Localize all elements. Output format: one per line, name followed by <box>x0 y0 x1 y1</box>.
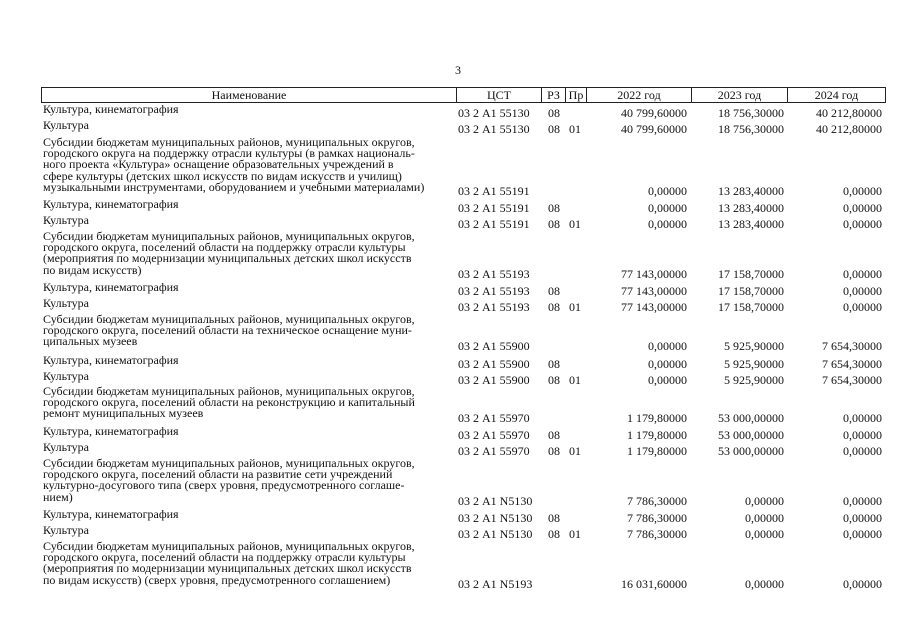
row-value-2024: 0,00000 <box>843 283 882 298</box>
row-rz: 08 <box>548 372 560 387</box>
row-pr: 01 <box>569 526 581 541</box>
row-rz: 08 <box>548 200 560 215</box>
row-value-2022: 0,00000 <box>648 183 687 198</box>
row-value-2023: 0,00000 <box>745 576 784 591</box>
row-name: Культура <box>43 369 89 383</box>
row-name: Субсидии бюджетам муниципальных районов, муниципальных округов, городского округа, поселений области на техническое оснащение муни- ципальных музеев <box>43 312 415 349</box>
row-cst: 03 2 А1 55130 <box>458 121 530 136</box>
table-row <box>0 282 903 297</box>
row-value-2023: 17 158,70000 <box>718 283 784 298</box>
row-cst: 03 2 А1 55191 <box>458 216 530 231</box>
row-rz: 08 <box>548 510 560 525</box>
row-cst: 03 2 А1 55193 <box>458 299 530 314</box>
row-value-2024: 0,00000 <box>843 266 882 281</box>
row-value-2022: 0,00000 <box>648 338 687 353</box>
row-value-2024: 0,00000 <box>843 576 882 591</box>
row-rz: 08 <box>548 105 560 120</box>
table-row <box>0 458 903 507</box>
row-value-2023: 13 283,40000 <box>718 200 784 215</box>
row-value-2022: 0,00000 <box>648 356 687 371</box>
table-row <box>0 104 903 119</box>
row-rz: 08 <box>548 526 560 541</box>
row-value-2022: 7 786,30000 <box>627 493 687 508</box>
row-rz: 08 <box>548 283 560 298</box>
row-rz: 08 <box>548 427 560 442</box>
row-value-2024: 0,00000 <box>843 510 882 525</box>
row-pr: 01 <box>569 299 581 314</box>
table-row <box>0 355 903 370</box>
row-cst: 03 2 А1 55900 <box>458 372 530 387</box>
row-value-2023: 18 756,30000 <box>718 121 784 136</box>
row-value-2022: 77 143,00000 <box>621 266 687 281</box>
row-name: Культура <box>43 523 89 537</box>
row-rz: 08 <box>548 216 560 231</box>
header-pr: Пр <box>565 87 587 103</box>
row-rz: 08 <box>548 356 560 371</box>
row-value-2024: 0,00000 <box>843 427 882 442</box>
table-row <box>0 509 903 524</box>
table-row <box>0 199 903 214</box>
row-value-2024: 40 212,80000 <box>816 105 882 120</box>
row-name: Субсидии бюджетам муниципальных районов, муниципальных округов, городского округа, поселений области на развитие сети учреждений культурно-досугового типа (сверх уровня, предусмотренного соглаше- нием) <box>43 456 415 504</box>
row-value-2023: 18 756,30000 <box>718 105 784 120</box>
table-row <box>0 215 903 230</box>
row-value-2024: 0,00000 <box>843 493 882 508</box>
row-value-2023: 53 000,00000 <box>718 443 784 458</box>
row-name: Культура, кинематография <box>43 424 179 438</box>
row-value-2022: 40 799,60000 <box>621 121 687 136</box>
header-rz: РЗ <box>541 87 566 103</box>
row-cst: 03 2 А1 55193 <box>458 266 530 281</box>
table-row <box>0 525 903 540</box>
row-value-2023: 53 000,00000 <box>718 427 784 442</box>
row-cst: 03 2 А1 55970 <box>458 410 530 425</box>
row-rz: 08 <box>548 443 560 458</box>
row-value-2023: 17 158,70000 <box>718 266 784 281</box>
row-name: Культура <box>43 440 89 454</box>
header-cst: ЦСТ <box>456 87 542 103</box>
row-name: Субсидии бюджетам муниципальных районов, муниципальных округов, городского округа на поддержку отрасли культуры (в рамках националь- ного проекта «Культура» оснащение образовательных учреждений в сфере культуры (детских школ искусств по видам искусств и училищ) музыкальными инструментами, оборудованием и учебными материалами) <box>43 135 425 194</box>
row-name: Культура, кинематография <box>43 353 179 367</box>
row-cst: 03 2 А1 55970 <box>458 427 530 442</box>
row-rz: 08 <box>548 121 560 136</box>
row-value-2023: 0,00000 <box>745 493 784 508</box>
table-header <box>41 87 886 103</box>
row-cst: 03 2 А1 55191 <box>458 183 530 198</box>
row-cst: 03 2 А1 N5193 <box>458 576 533 591</box>
row-name: Субсидии бюджетам муниципальных районов, муниципальных округов, городского округа, поселений области на реконструкцию и капитальный ремонт муниципальных музеев <box>43 384 415 421</box>
row-value-2024: 0,00000 <box>843 183 882 198</box>
row-name: Культура, кинематография <box>43 102 179 116</box>
row-value-2024: 0,00000 <box>843 216 882 231</box>
row-value-2023: 53 000,00000 <box>718 410 784 425</box>
row-name: Культура <box>43 118 89 132</box>
row-value-2023: 17 158,70000 <box>718 299 784 314</box>
row-value-2024: 7 654,30000 <box>822 372 882 387</box>
table-row <box>0 298 903 313</box>
row-name: Субсидии бюджетам муниципальных районов, муниципальных округов, городского округа, поселений области на поддержку отрасли культуры (мероприятия по модернизации муниципальных детских школ искусств по видам искусств) <box>43 229 415 277</box>
table-row <box>0 442 903 457</box>
row-pr: 01 <box>569 121 581 136</box>
row-value-2023: 0,00000 <box>745 526 784 541</box>
table-row <box>0 314 903 352</box>
table-row <box>0 541 903 590</box>
row-value-2023: 0,00000 <box>745 510 784 525</box>
row-value-2022: 1 179,80000 <box>627 427 687 442</box>
row-value-2023: 13 283,40000 <box>718 183 784 198</box>
row-value-2022: 7 786,30000 <box>627 526 687 541</box>
row-value-2022: 16 031,60000 <box>621 576 687 591</box>
row-rz: 08 <box>548 299 560 314</box>
header-2024: 2024 год <box>787 87 886 103</box>
row-cst: 03 2 А1 55193 <box>458 283 530 298</box>
row-name: Культура, кинематография <box>43 280 179 294</box>
row-name: Культура, кинематография <box>43 507 179 521</box>
row-name: Субсидии бюджетам муниципальных районов, муниципальных округов, городского округа, поселений области на поддержку отрасли культуры (мероприятия по модернизации муниципальных детских школ искусств по видам искусств) (сверх уровня, предусмотренного соглашением) <box>43 539 415 587</box>
row-value-2023: 13 283,40000 <box>718 216 784 231</box>
row-value-2022: 1 179,80000 <box>627 410 687 425</box>
row-value-2022: 0,00000 <box>648 216 687 231</box>
row-name: Культура, кинематография <box>43 197 179 211</box>
row-value-2024: 40 212,80000 <box>816 121 882 136</box>
table-row <box>0 386 903 424</box>
row-name: Культура <box>43 296 89 310</box>
row-value-2022: 7 786,30000 <box>627 510 687 525</box>
row-value-2024: 0,00000 <box>843 443 882 458</box>
row-name: Культура <box>43 213 89 227</box>
row-value-2022: 0,00000 <box>648 200 687 215</box>
row-pr: 01 <box>569 372 581 387</box>
row-value-2024: 0,00000 <box>843 299 882 314</box>
row-value-2023: 5 925,90000 <box>724 356 784 371</box>
row-cst: 03 2 А1 55130 <box>458 105 530 120</box>
header-2023: 2023 год <box>691 87 788 103</box>
page-number: 3 <box>455 63 461 77</box>
row-cst: 03 2 А1 N5130 <box>458 510 533 525</box>
row-value-2023: 5 925,90000 <box>724 338 784 353</box>
row-pr: 01 <box>569 216 581 231</box>
table-row <box>0 120 903 135</box>
row-value-2024: 7 654,30000 <box>822 338 882 353</box>
row-value-2024: 7 654,30000 <box>822 356 882 371</box>
table-row <box>0 426 903 441</box>
row-cst: 03 2 А1 N5130 <box>458 526 533 541</box>
row-value-2022: 77 143,00000 <box>621 283 687 298</box>
row-pr: 01 <box>569 443 581 458</box>
row-cst: 03 2 А1 55900 <box>458 338 530 353</box>
row-value-2022: 0,00000 <box>648 372 687 387</box>
row-cst: 03 2 А1 55900 <box>458 356 530 371</box>
row-cst: 03 2 А1 55970 <box>458 443 530 458</box>
header-2022: 2022 год <box>586 87 692 103</box>
row-value-2024: 0,00000 <box>843 526 882 541</box>
row-value-2023: 5 925,90000 <box>724 372 784 387</box>
row-value-2024: 0,00000 <box>843 410 882 425</box>
row-value-2022: 40 799,60000 <box>621 105 687 120</box>
row-cst: 03 2 А1 55191 <box>458 200 530 215</box>
table-row <box>0 231 903 280</box>
table-row <box>0 137 903 197</box>
header-name: Наименование <box>41 87 457 103</box>
row-value-2022: 77 143,00000 <box>621 299 687 314</box>
row-cst: 03 2 А1 N5130 <box>458 493 533 508</box>
row-value-2024: 0,00000 <box>843 200 882 215</box>
row-value-2022: 1 179,80000 <box>627 443 687 458</box>
